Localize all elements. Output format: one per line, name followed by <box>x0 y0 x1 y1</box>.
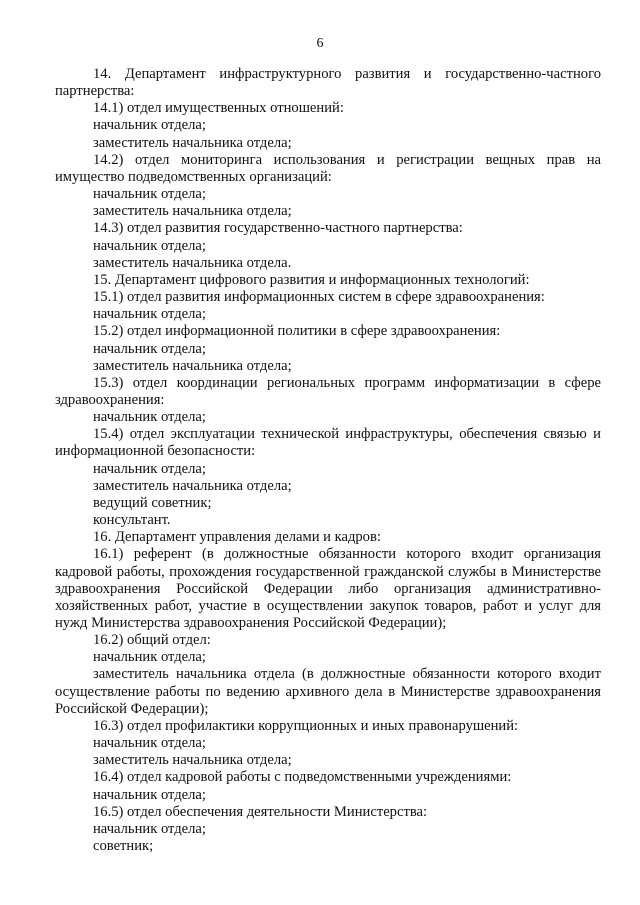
paragraph: 15. Департамент цифрового развития и информационных технологий: <box>93 271 530 288</box>
paragraph: начальник отдела; <box>93 306 206 323</box>
paragraph: 15.4) отдел эксплуатации технической инфраструктуры, обеспечения связью и информационной безопасности: <box>55 426 601 460</box>
paragraph: 16.2) общий отдел: <box>93 632 211 649</box>
paragraph: заместитель начальника отдела; <box>93 357 292 374</box>
page-number: 6 <box>316 36 324 51</box>
paragraph: 16.5) отдел обеспечения деятельности Министерства: <box>93 803 428 820</box>
paragraph: 14.2) отдел мониторинга использования и регистрации вещных прав на имущество подведомственных организаций: <box>55 151 601 185</box>
paragraph: начальник отдела; <box>93 237 206 254</box>
paragraph: начальник отдела; <box>93 735 206 752</box>
document-body <box>55 66 601 855</box>
paragraph: 14.3) отдел развития государственно-частного партнерства: <box>93 220 463 237</box>
paragraph: 15.3) отдел координации региональных программ информатизации в сфере здравоохранения: <box>55 374 601 408</box>
paragraph: 16.4) отдел кадровой работы с подведомственными учреждениями: <box>93 769 512 786</box>
paragraph: начальник отдела; <box>93 460 206 477</box>
paragraph: начальник отдела; <box>93 820 206 837</box>
paragraph: заместитель начальника отдела; <box>93 752 292 769</box>
paragraph: заместитель начальника отдела; <box>93 134 292 151</box>
paragraph: 14.1) отдел имущественных отношений: <box>93 100 344 117</box>
paragraph: ведущий советник; <box>93 494 212 511</box>
paragraph: начальник отдела; <box>93 117 206 134</box>
paragraph: советник; <box>93 838 154 855</box>
paragraph: 14. Департамент инфраструктурного развития и государственно-частного партнерства: <box>55 66 601 100</box>
paragraph: 16.3) отдел профилактики коррупционных и иных правонарушений: <box>93 717 519 734</box>
paragraph: начальник отдела; <box>93 186 206 203</box>
paragraph: заместитель начальника отдела; <box>93 477 292 494</box>
paragraph: начальник отдела; <box>93 649 206 666</box>
paragraph: 16.1) референт (в должностные обязанности которого входит организация кадровой работы, прохождения государственной гражданской службы в Министерстве здравоохранения Российской Федерации либо организация административно-хозяйственных работ, участие в осуществлении закупок товаров, работ и услуг для нужд Министерства здравоохранения Российской Федерации); <box>55 546 601 631</box>
paragraph: начальник отдела; <box>93 409 206 426</box>
paragraph: начальник отдела; <box>93 340 206 357</box>
paragraph: заместитель начальника отдела. <box>93 254 292 271</box>
paragraph: 15.1) отдел развития информационных систем в сфере здравоохранения: <box>93 289 545 306</box>
paragraph: начальник отдела; <box>93 786 206 803</box>
paragraph: заместитель начальника отдела (в должностные обязанности которого входит осуществление работы по ведению архивного дела в Министерстве здравоохранения Российской Федерации); <box>55 666 601 717</box>
paragraph: консультант. <box>93 512 171 529</box>
paragraph: 16. Департамент управления делами и кадров: <box>93 529 381 546</box>
paragraph: 15.2) отдел информационной политики в сфере здравоохранения: <box>93 323 501 340</box>
paragraph: заместитель начальника отдела; <box>93 203 292 220</box>
